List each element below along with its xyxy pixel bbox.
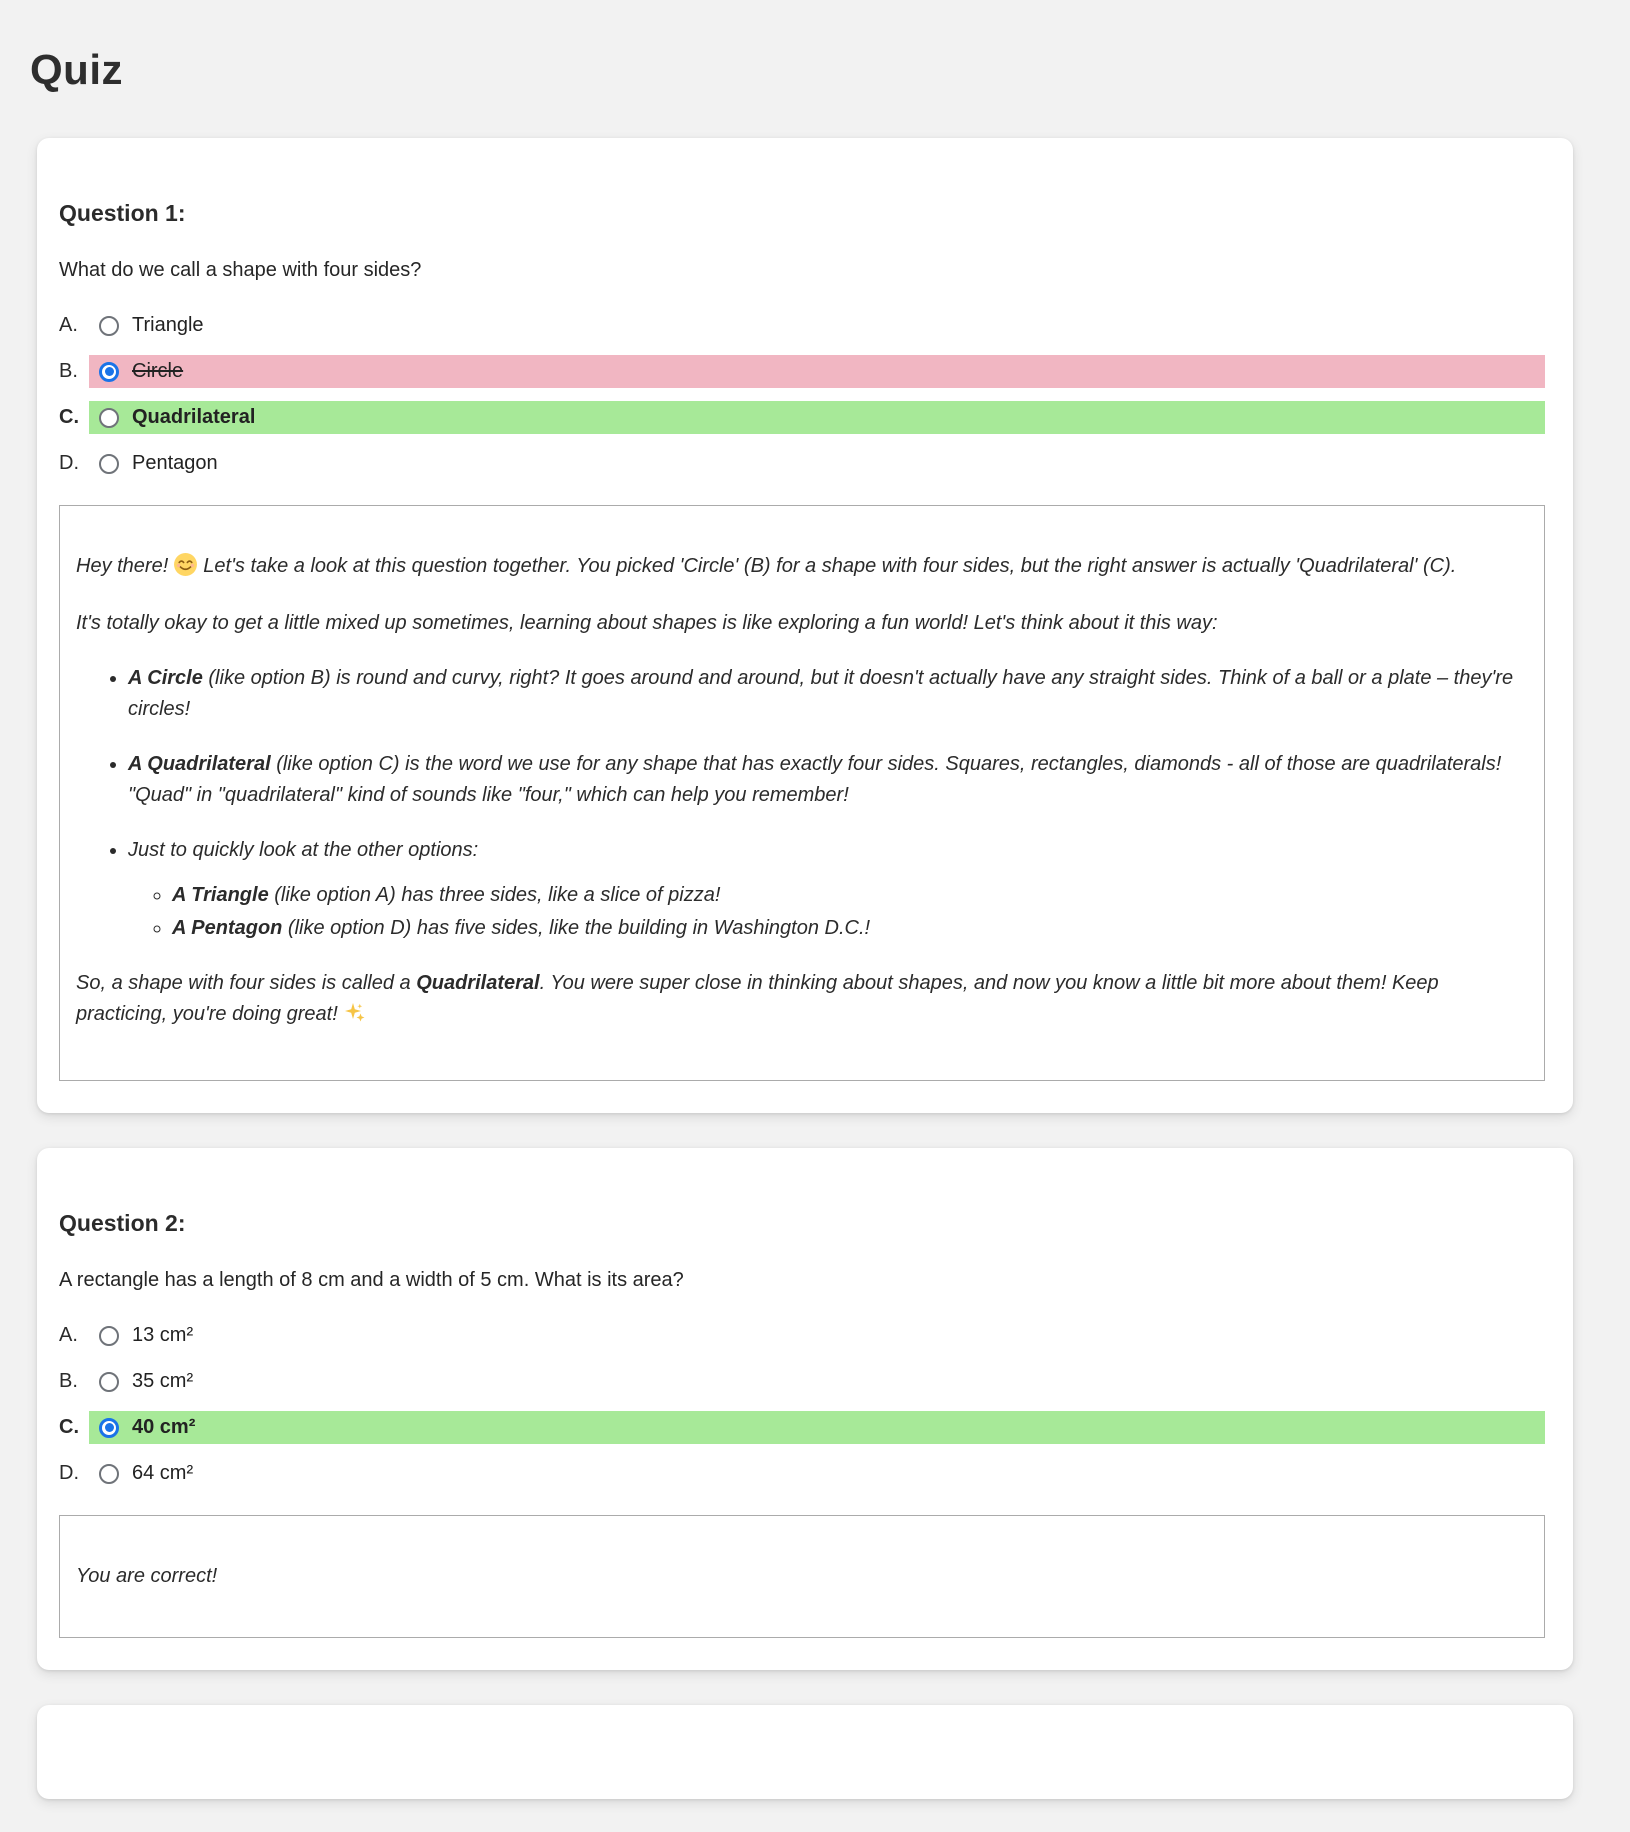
option-radio[interactable] — [99, 1372, 119, 1392]
option-label: Triangle — [132, 314, 204, 336]
feedback-closing-paragraph: So, a shape with four sides is called a Quadrilateral. You were super close in thinking about shapes, and now you know a little bit more about them! Keep practicing, you're doing great! — [76, 968, 1528, 1035]
feedback-paragraph: You are correct! — [76, 1565, 218, 1587]
feedback-paragraph: Hey there! Let's take a look at this question together. You picked 'Circle' (B) for a shape with four sides, but the right answer is actually 'Quadrilateral' (C). — [76, 551, 1528, 587]
question-1-card — [37, 138, 1573, 1113]
option-body-correct-highlight[interactable] — [89, 1411, 1545, 1444]
question-text: What do we call a shape with four sides? — [59, 259, 422, 281]
option-body[interactable] — [89, 1365, 1545, 1398]
option-row-c-selected-correct[interactable] — [59, 1411, 1545, 1444]
feedback-paragraph: It's totally okay to get a little mixed up sometimes, learning about shapes is like exploring a fun world! Let's think about it this way: — [76, 612, 1218, 634]
option-row-a[interactable] — [59, 309, 1545, 342]
option-row-b-selected-wrong[interactable] — [59, 355, 1545, 388]
question-heading: Question 2: — [59, 1210, 186, 1236]
option-body[interactable] — [89, 1319, 1545, 1352]
page-title: Quiz — [30, 46, 123, 93]
option-label: 40 cm² — [132, 1416, 196, 1438]
option-row-b[interactable] — [59, 1365, 1545, 1398]
feedback-box — [59, 505, 1545, 1081]
option-label: 13 cm² — [132, 1324, 194, 1346]
option-label: 64 cm² — [132, 1462, 194, 1484]
option-letter: B. — [59, 1370, 78, 1392]
option-row-d[interactable] — [59, 1457, 1545, 1490]
option-body[interactable] — [89, 1457, 1545, 1490]
option-label: Quadrilateral — [132, 406, 256, 428]
sparkles-emoji — [343, 1001, 367, 1035]
bullet-item-quadrilateral: • A Quadrilateral (like option C) is the word we use for any shape that has exactly four sides. Squares, rectangles, diamonds - all of those are quadrilaterals! "Quad" in "quadrilateral" kind of sounds like "four," which can help you remember! — [128, 749, 1528, 811]
option-radio-checked[interactable] — [99, 1418, 119, 1438]
option-radio-checked[interactable] — [99, 362, 119, 382]
option-body[interactable] — [89, 309, 1545, 342]
option-row-c-correct[interactable] — [59, 401, 1545, 434]
feedback-box — [59, 1515, 1545, 1638]
option-body-correct-highlight[interactable] — [89, 401, 1545, 434]
option-letter: C. — [59, 406, 79, 428]
options-list — [59, 1319, 1545, 1490]
option-letter: A. — [59, 1324, 78, 1346]
option-body-wrong-highlight[interactable] — [89, 355, 1545, 388]
option-radio[interactable] — [99, 1326, 119, 1346]
option-body[interactable] — [89, 447, 1545, 480]
sub-bullet-item-pentagon: ◦ A Pentagon (like option D) has five sides, like the building in Washington D.C.! — [172, 913, 1528, 944]
option-letter: D. — [59, 452, 79, 474]
option-row-d[interactable] — [59, 447, 1545, 480]
option-letter: D. — [59, 1462, 79, 1484]
smiling-face-emoji — [173, 552, 198, 587]
option-radio[interactable] — [99, 316, 119, 336]
option-letter: A. — [59, 314, 78, 336]
option-radio[interactable] — [99, 1464, 119, 1484]
option-label: Circle — [132, 360, 184, 382]
question-heading: Question 1: — [59, 200, 186, 226]
question-3-card-partial — [37, 1705, 1573, 1799]
feedback-bullet-list — [76, 663, 1528, 944]
bullet-item-circle: • A Circle (like option B) is round and curvy, right? It goes around and around, but it doesn't actually have any straight sides. Think of a ball or a plate – they're circles! — [128, 663, 1528, 725]
option-label: 35 cm² — [132, 1370, 194, 1392]
sub-bullet-item-triangle: ◦ A Triangle (like option A) has three sides, like a slice of pizza! — [172, 880, 1528, 911]
question-text: A rectangle has a length of 8 cm and a width of 5 cm. What is its area? — [59, 1269, 684, 1291]
feedback-sub-bullet-list — [128, 880, 1528, 944]
option-letter: B. — [59, 360, 78, 382]
option-label: Pentagon — [132, 452, 218, 474]
option-radio[interactable] — [99, 454, 119, 474]
question-2-card — [37, 1148, 1573, 1670]
option-letter: C. — [59, 1416, 79, 1438]
options-list — [59, 309, 1545, 480]
option-radio[interactable] — [99, 408, 119, 428]
option-row-a[interactable] — [59, 1319, 1545, 1352]
bullet-item-other-options: • Just to quickly look at the other options: ◦ A Triangle (like option A) has three sides, like a slice of pizza! ◦ A Pentagon (like option D) has five sides, like the building in Washington D.C.! — [128, 835, 1528, 944]
